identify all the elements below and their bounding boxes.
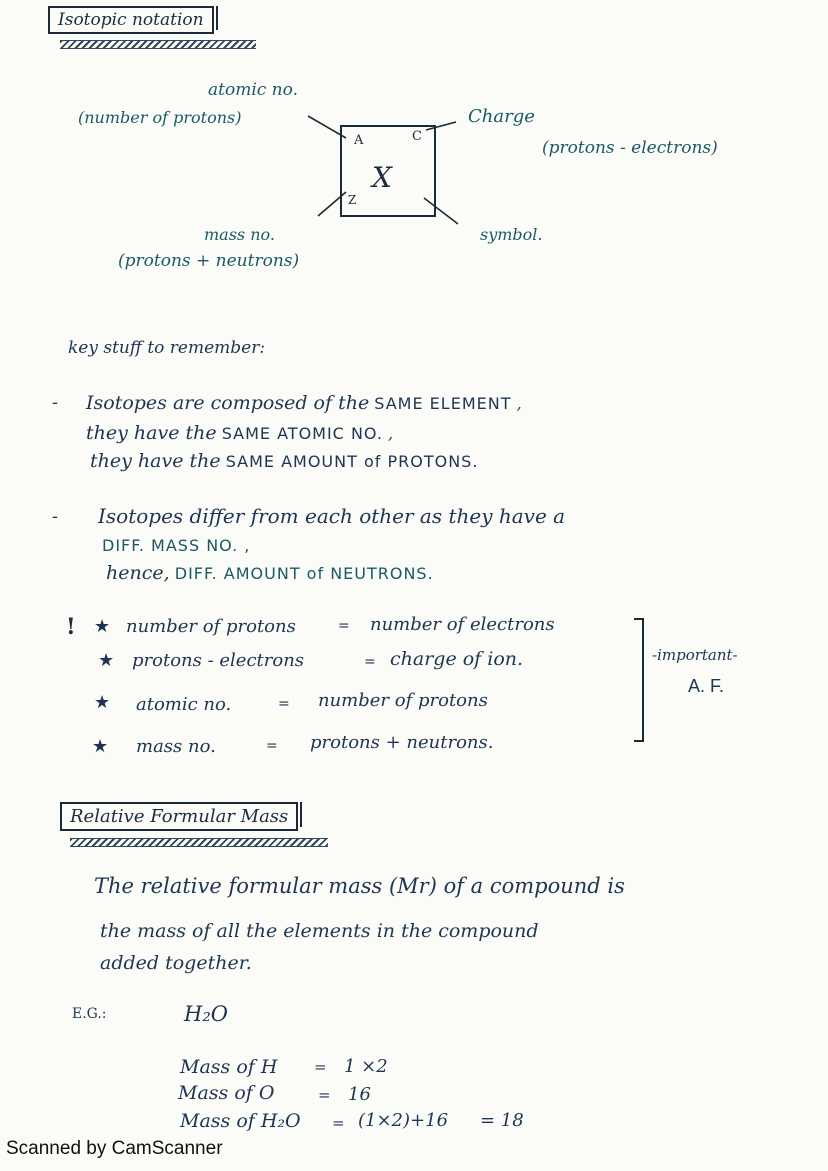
- fact4-eq: =: [266, 738, 278, 754]
- bullet2-line2: DIFF. MASS NO. ,: [102, 536, 251, 555]
- af-note: A. F.: [688, 676, 725, 696]
- charge-sub: (protons - electrons): [542, 138, 718, 158]
- heading-isotopic-notation: Isotopic notation: [48, 6, 214, 34]
- example-row2-value: 16: [348, 1084, 371, 1105]
- example-row2-eq: =: [318, 1086, 331, 1104]
- bullet2-dash: -: [52, 506, 59, 527]
- example-row3-value: (1×2)+16: [358, 1110, 449, 1131]
- example-formula: H₂O: [184, 1002, 228, 1026]
- example-row1-value: 1 ×2: [344, 1056, 388, 1077]
- fact3-eq: =: [278, 696, 290, 712]
- eg-label: E.G.:: [72, 1006, 107, 1022]
- fact1-eq: =: [338, 618, 350, 634]
- diagram-arrows: [0, 0, 828, 300]
- bullet2-line1: Isotopes differ from each other as they have a: [98, 504, 566, 528]
- example-row1-label: Mass of H: [180, 1056, 278, 1078]
- heading-underline: [70, 838, 328, 847]
- fact2-left: protons - electrons: [132, 650, 305, 671]
- scanner-watermark: Scanned by CamScanner: [6, 1138, 223, 1159]
- rfm-line3: added together.: [100, 952, 252, 974]
- rfm-line2: the mass of all the elements in the compound: [100, 920, 539, 942]
- fact4-right: protons + neutrons.: [310, 732, 494, 753]
- bullet1-line2: they have the SAME ATOMIC NO. ,: [86, 422, 394, 444]
- star-icon: ★: [94, 692, 111, 713]
- example-row3-label: Mass of H₂O: [180, 1110, 301, 1132]
- example-row3-result: = 18: [480, 1110, 524, 1131]
- bullet1-dash: -: [52, 392, 59, 413]
- box-atomic-number: Z: [348, 193, 357, 207]
- key-stuff-heading: key stuff to remember:: [68, 338, 266, 358]
- example-row3-eq: =: [332, 1114, 345, 1132]
- exclamation-mark: !: [66, 614, 76, 640]
- box-charge: C: [412, 129, 422, 144]
- charge-label: Charge: [468, 106, 535, 127]
- fact1-right: number of electrons: [370, 614, 555, 635]
- atomic-no-sub: (number of protons): [78, 108, 242, 127]
- fact4-left: mass no.: [136, 736, 216, 757]
- fact2-eq: =: [364, 654, 376, 670]
- facts-bracket: [628, 618, 644, 742]
- mass-no-sub: (protons + neutrons): [118, 251, 300, 271]
- star-icon: ★: [92, 736, 109, 757]
- symbol-label: symbol.: [480, 225, 543, 244]
- star-icon: ★: [94, 616, 111, 637]
- bullet2-line3: hence, DIFF. AMOUNT of NEUTRONS.: [106, 562, 434, 584]
- bullet1-line3: they have the SAME AMOUNT of PROTONS.: [90, 450, 479, 472]
- atomic-no-label: atomic no.: [208, 80, 298, 100]
- box-mass-number: A: [354, 133, 364, 148]
- fact3-right: number of protons: [318, 690, 488, 711]
- important-note: -important-: [652, 646, 738, 664]
- example-row2-label: Mass of O: [178, 1082, 275, 1104]
- box-symbol: X: [372, 161, 392, 194]
- mass-no-label: mass no.: [204, 225, 275, 244]
- rfm-line1: The relative formular mass (Mr) of a compound is: [94, 874, 625, 898]
- fact2-right: charge of ion.: [390, 648, 524, 670]
- heading-relative-formular-mass: Relative Formular Mass: [60, 802, 298, 831]
- example-row1-eq: =: [314, 1058, 327, 1076]
- fact3-left: atomic no.: [136, 694, 232, 715]
- fact1-left: number of protons: [126, 616, 296, 637]
- star-icon: ★: [98, 650, 115, 671]
- bullet1-line1: Isotopes are composed of the SAME ELEMENT ,: [86, 392, 522, 414]
